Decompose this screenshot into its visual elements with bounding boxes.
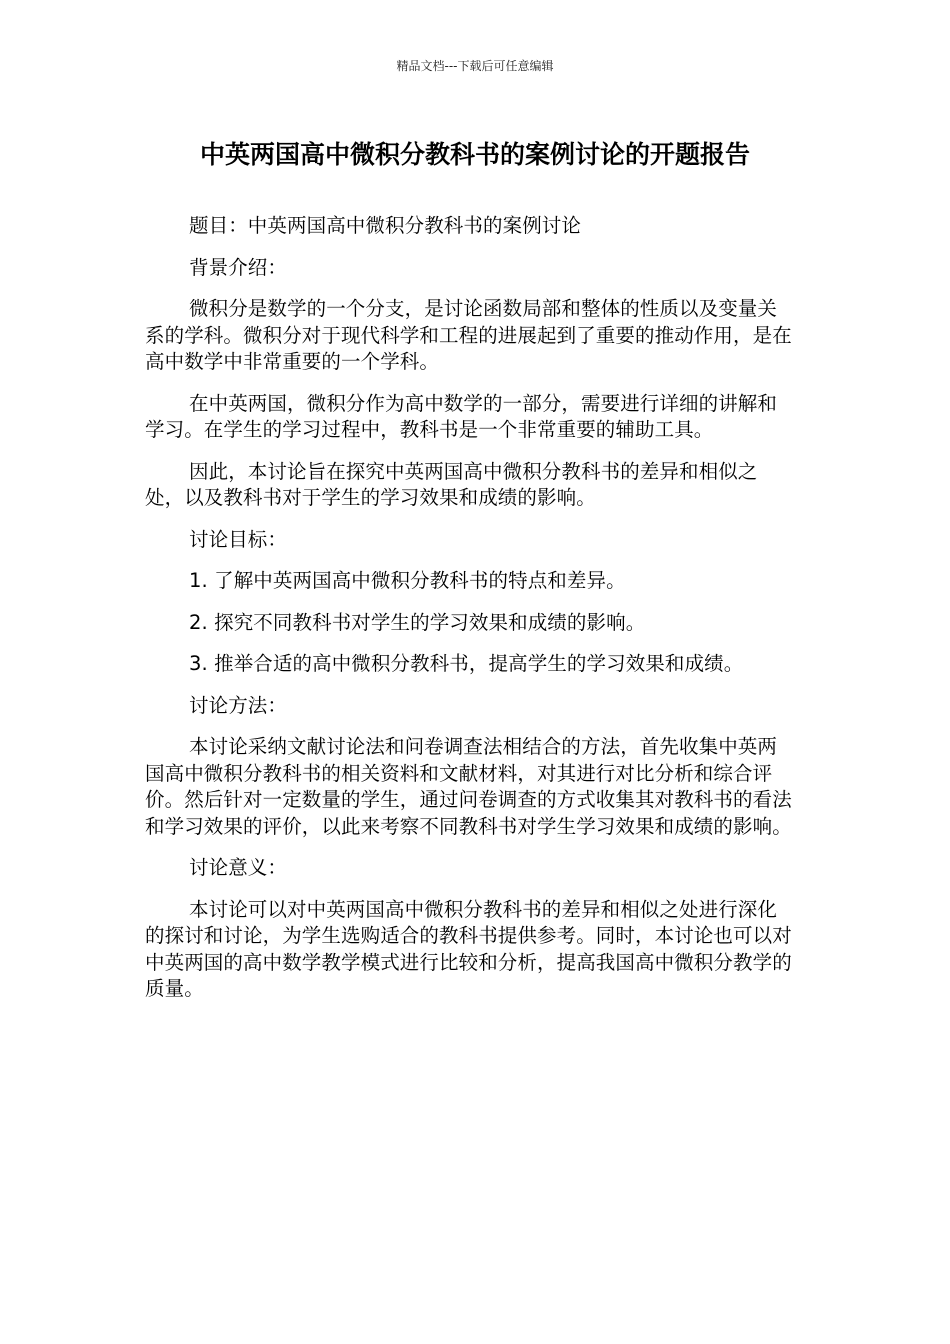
topic-line: 题目：中英两国高中微积分教科书的案例讨论 [189,214,582,237]
goal-item-2: 2. 探究不同教科书对学生的学习效果和成绩的影响。 [189,610,646,634]
section-heading-goals: 讨论目标： [189,527,288,551]
significance-paragraph: 本讨论可以对中英两国高中微积分教科书的差异和相似之处进行深化的探讨和讨论，为学生选购适合的教科书提供参考。同时，本讨论也可以对中英两国的高中数学教学模式进行比较和分析，提高我国高中微积分教学的质量。 [145,897,792,1000]
background-paragraph-2: 在中英两国，微积分作为高中数学的一部分，需要进行详细的讲解和学习。在学生的学习过程中，教科书是一个非常重要的辅助工具。 [145,391,778,441]
goal-item-3: 3. 推举合适的高中微积分教科书，提高学生的学习效果和成绩。 [189,652,744,675]
section-heading-background: 背景介绍： [189,255,288,279]
background-paragraph-1: 微积分是数学的一个分支，是讨论函数局部和整体的性质以及变量关系的学科。微积分对于现代科学和工程的进展起到了重要的推动作用，是在高中数学中非常重要的一个学科。 [145,297,792,373]
section-heading-methods: 讨论方法： [189,693,288,717]
document-body [145,213,795,1018]
background-paragraph-3: 因此，本讨论旨在探究中英两国高中微积分教科书的差异和相似之处，以及教科书对于学生的学习效果和成绩的影响。 [145,459,758,509]
section-heading-significance: 讨论意义： [189,856,288,879]
header-note: 精品文档---下载后可任意编辑 [396,59,554,73]
goal-item-1: 1. 了解中英两国高中微积分教科书的特点和差异。 [189,569,626,592]
methods-paragraph: 本讨论采纳文献讨论法和问卷调查法相结合的方法，首先收集中英两国高中微积分教科书的相关资料和文献材料，对其进行对比分析和综合评价。然后针对一定数量的学生，通过问卷调查的方式收集其对教科书的看法和学习效果的评价，以此来考察不同教科书对学生学习效果和成绩的影响。 [145,735,792,838]
document-title: 中英两国高中微积分教科书的案例讨论的开题报告 [199,140,750,169]
